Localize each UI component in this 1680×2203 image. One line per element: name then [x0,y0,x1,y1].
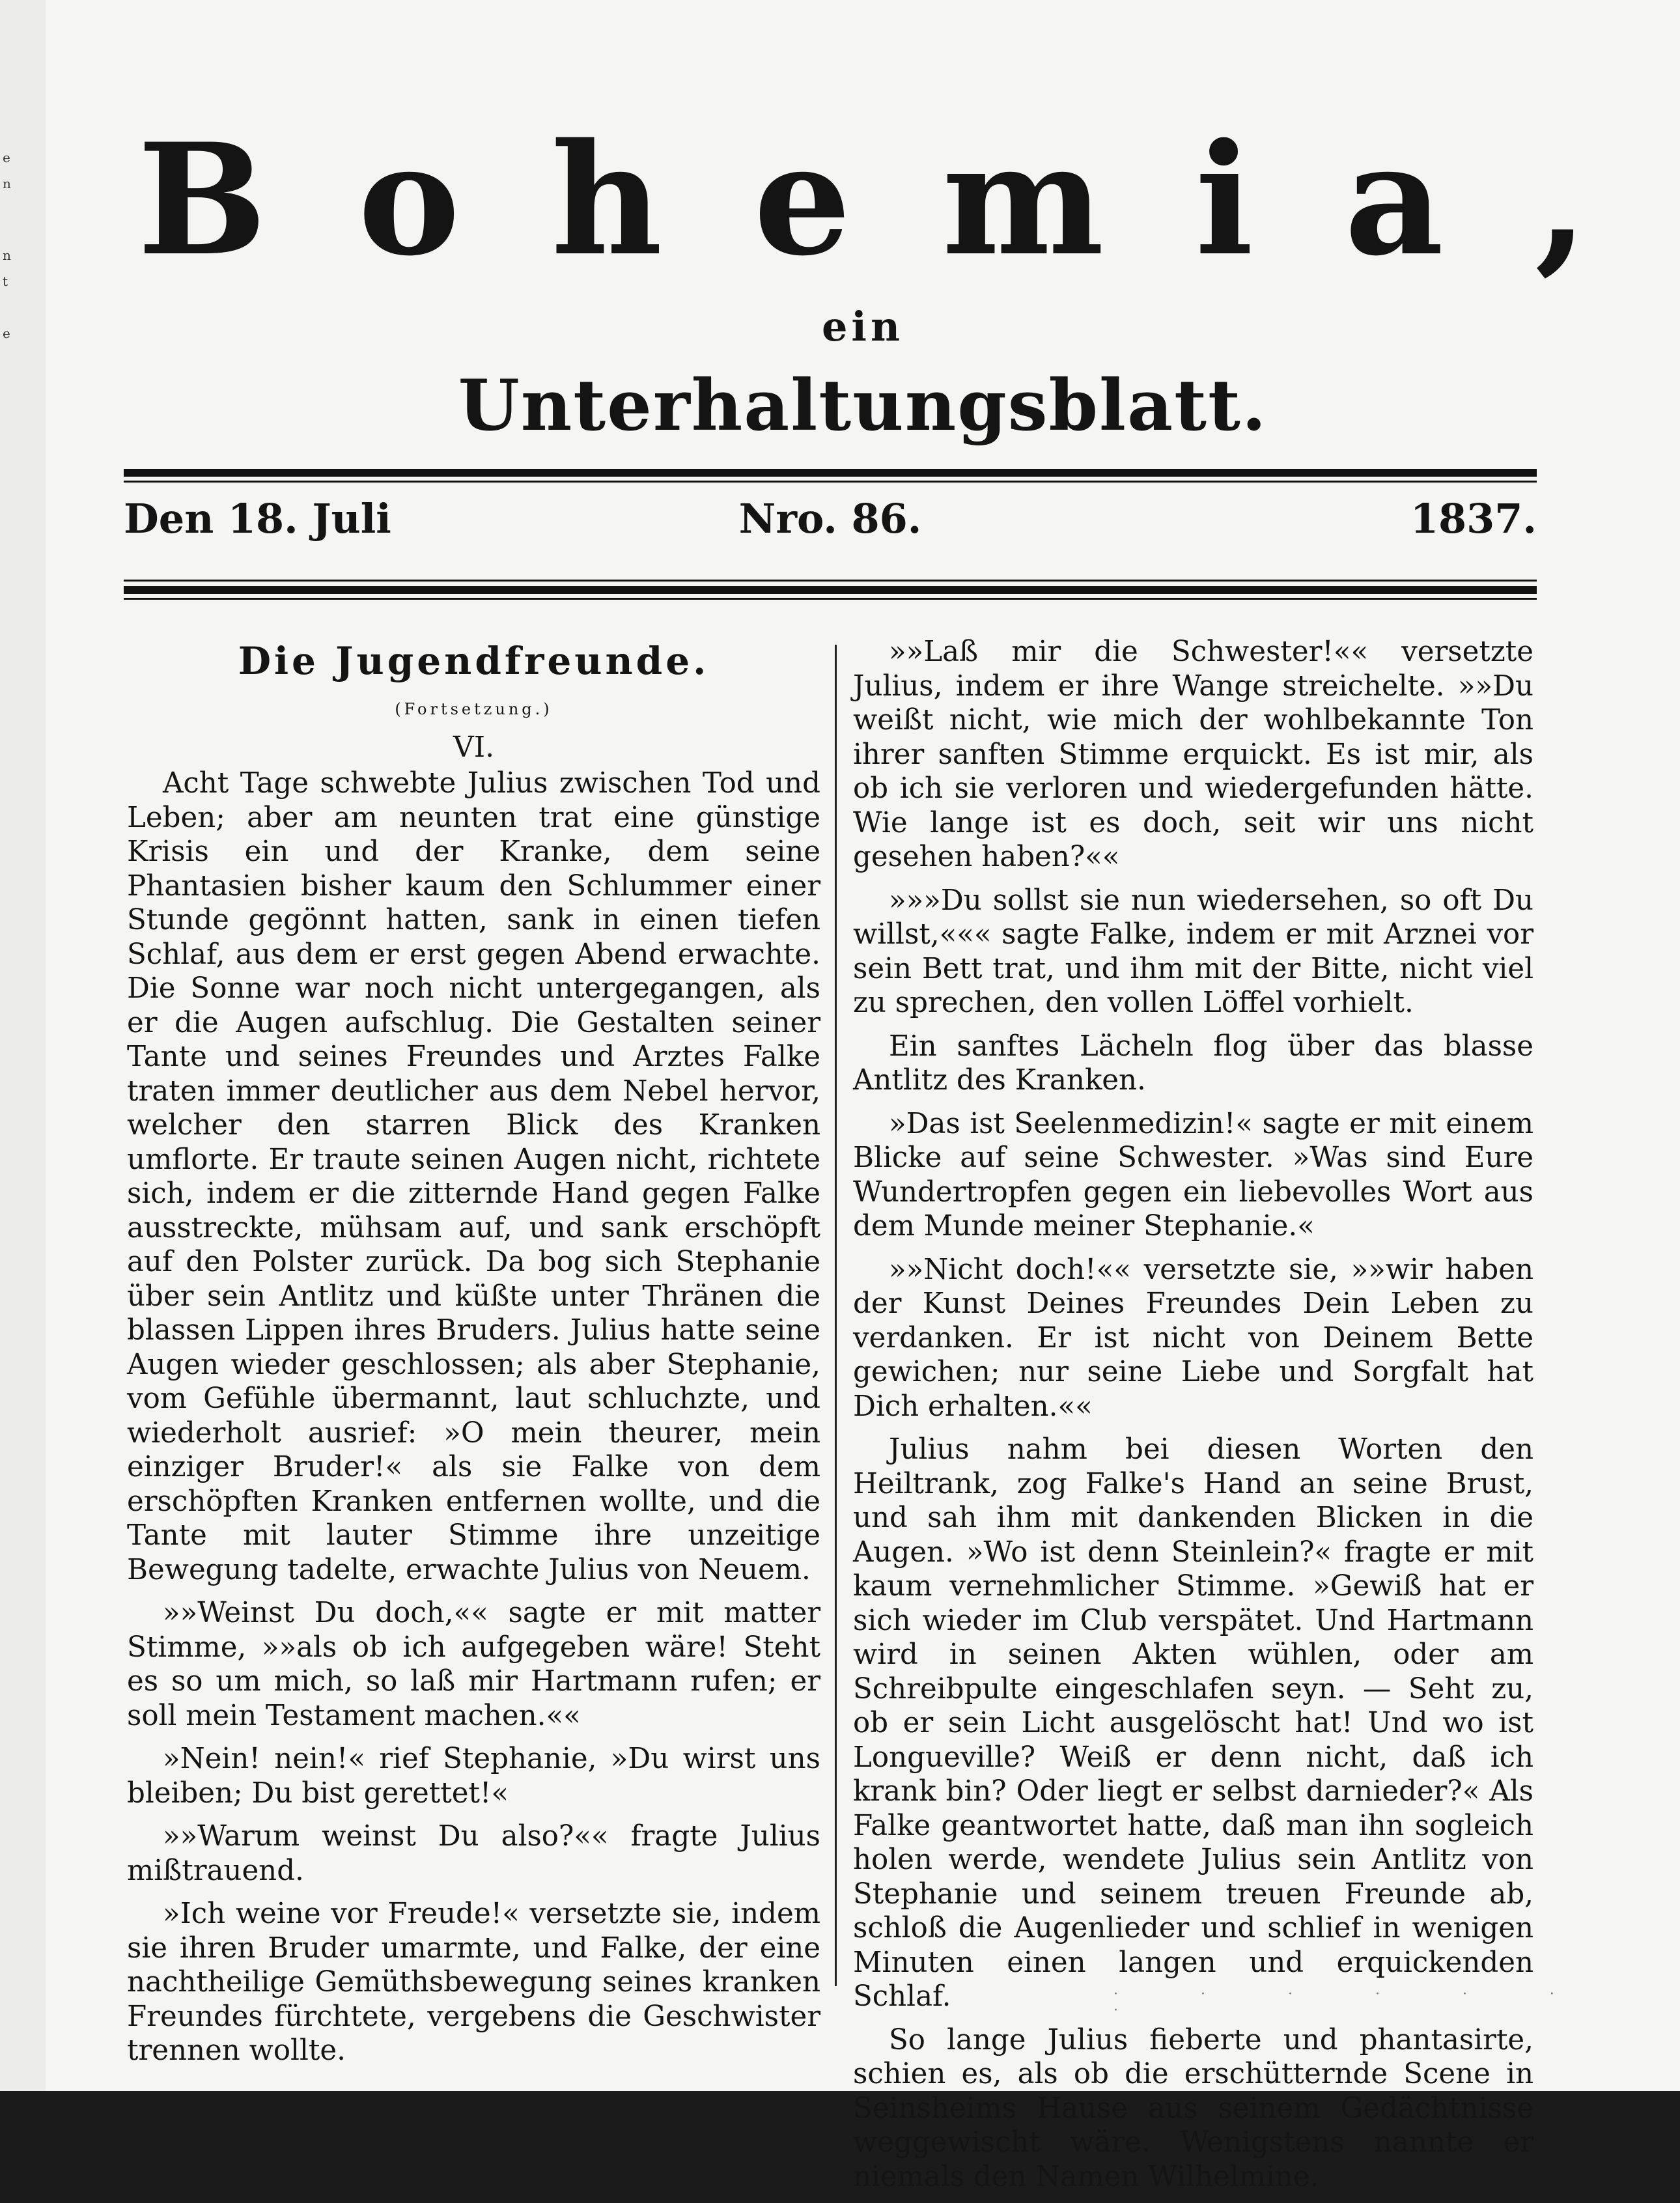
paragraph: Julius nahm bei diesen Worten den Heiltrank, zog Falke's Hand an seine Brust, und sah ihm mit dankenden Blicken in die Augen. »Wo ist denn Steinlein?« fragte er mit kaum vernehmlicher Stimme. »Gewiß hat er sich wieder im Club verspätet. Und Hartmann wird in seinen Akten wühlen, oder am Schreibpulte eingeschlafen seyn. — Seht zu, ob er sein Licht ausgelöscht hat! Und wo ist Longueville? Weiß er denn nicht, daß ich krank bin? Oder liegt er selbst darnieder?« Als Falke geantwortet hatte, daß man ihn sogleich holen werde, wendete Julius sein Antlitz von Stephanie und seinem treuen Freunde ab, schloß die Augenlieder und schlief in wenigen Minuten einen langen und erquickenden Schlaf. [853,1433,1533,2013]
dateline [124,495,1537,554]
paragraph: Acht Tage schwebte Julius zwischen Tod und Leben; aber am neunten trat eine günstige Krisis ein und der Kranke, dem seine Phantasien bisher kaum den Schlummer einer Stunde gegönnt hatten, sank in einen tiefen Schlaf, aus dem er erst gegen Abend erwachte. Die Sonne war noch nicht untergegangen, als er die Augen aufschlug. Die Gestalten seiner Tante und seines Freundes und Arztes Falke traten immer deutlicher aus dem Nebel hervor, welcher den starren Blick des Kranken umflorte. Er traute seinen Augen nicht, richtete sich, indem er die zitternde Hand gegen Falke ausstreckte, mühsam auf, und sank erschöpft auf den Polster zurück. Da bog sich Stephanie über sein Antlitz und küßte unter Thränen die blassen Lippen ihres Bruders. Julius hatte seine Augen wieder geschlossen; als aber Stephanie, vom Gefühle übermannt, laut schluchzte, und wiederholt ausrief: »O mein theurer, mein einziger Bruder!« als sie Falke von dem erschöpften Kranken entfernen wollte, und die Tante mit lauter Stimme ihre unzeitige Bewegung tadelte, erwachte Julius von Neuem. [127,767,820,1586]
bottom-rule-thin-2 [124,598,1537,600]
bottom-rule-thin [124,580,1537,582]
edge-fragment: e [3,326,10,341]
issue-number: Nro. 86. [738,495,922,542]
article-subtitle: (Fortsetzung.) [395,700,553,718]
paragraph: »Das ist Seelenmedizin!« sagte er mit einem Blicke auf seine Schwester. »Was sind Eure Wundertropfen gegen ein liebevolles Wort aus dem Munde meiner Stephanie.« [853,1107,1533,1242]
newspaper-page [46,0,1680,2193]
article-section-number: VI. [453,731,495,764]
edge-fragment: t [3,274,8,289]
paragraph: »»Warum weinst Du also?«« fragte Julius mißtrauend. [127,1820,820,1887]
masthead [46,110,1680,447]
masthead-ein: ein [821,303,904,350]
edge-fragment: n [3,247,11,263]
column-divider [835,645,837,1986]
paragraph: »»Nicht doch!«« versetzte sie, »»wir haben der Kunst Deines Freundes Dein Leben zu verdanken. Er ist nicht von Deinem Bette gewichen; nur seine Liebe und Sorgfalt hat Dich erhalten.«« [853,1253,1533,1423]
edge-fragment: n [3,176,11,191]
adjacent-page-edge [0,0,46,2091]
article-column-left [127,635,820,2077]
issue-year: 1837. [1410,495,1537,542]
paragraph: »»Laß mir die Schwester!«« versetzte Julius, indem er ihre Wange streichelte. »»Du weißt nicht, wie mich der wohlbekannte Ton ihrer sanften Stimme erquickt. Es ist mir, als ob ich sie verloren und wiedergefunden hätte. Wie lange ist es doch, seit wir uns nicht gesehen haben?«« [853,636,1533,873]
issue-date: Den 18. Juli [124,495,391,542]
article-column-right [853,635,1533,2203]
paragraph: So lange Julius fieberte und phantasirte, schien es, als ob die erschütternde Scene in Seinsheims Hause aus seinem Gedächtnisse weggewischt wäre. Wenigstens nannte er niemals den Namen Wilhelmine. [853,2023,1533,2193]
paragraph: Ein sanftes Lächeln flog über das blasse Antlitz des Kranken. [853,1030,1533,1097]
paragraph: »Nein! nein!« rief Stephanie, »Du wirst uns bleiben; Du bist gerettet!« [127,1743,820,1810]
paragraph: »»Weinst Du doch,«« sagte er mit matter Stimme, »»als ob ich aufgegeben wäre! Steht es so um mich, so laß mir Hartmann rufen; er soll mein Testament machen.«« [127,1597,820,1732]
newspaper-title: Bohemia, [137,110,1679,290]
paragraph: »Ich weine vor Freude!« versetzte sie, indem sie ihren Bruder umarmte, und Falke, der eine nachtheilige Gemüthsbewegung seines kranken Freundes fürchtete, vergebens die Geschwister trennen wollte. [127,1898,820,2067]
article-title: Die Jugendfreunde. [238,639,710,683]
edge-fragment: e [3,150,10,165]
scan-specks: · · · · · · · [1113,1986,1593,2019]
top-rule-thick [124,469,1537,477]
top-rule-thin [124,481,1537,483]
bottom-rule-thick [124,586,1537,594]
paragraph: »»»Du sollst sie nun wiedersehen, so oft Du willst,««« sagte Falke, indem er mit Arznei vor sein Bett trat, und ihm mit der Bitte, nicht viel zu sprechen, den vollen Löffel vorhielt. [853,884,1533,1019]
newspaper-subtitle: Unterhaltungsblatt. [458,365,1268,447]
